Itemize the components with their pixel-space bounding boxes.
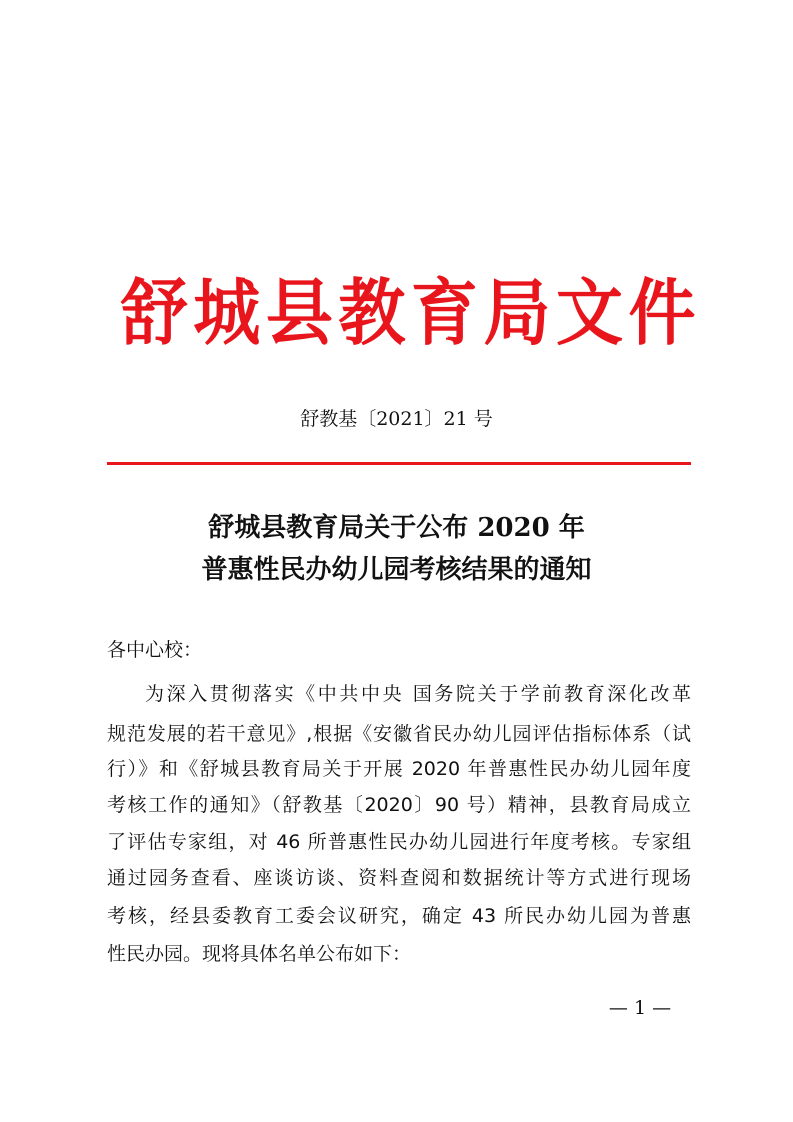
body-line: 为深入贯彻落实《中共中央 国务院关于学前教育深化改革 xyxy=(145,683,691,705)
document-number: 舒教基〔2021〕21 号 xyxy=(300,408,493,430)
body-line: 了评估专家组，对 46 所普惠性民办幼儿园进行年度考核。专家组 xyxy=(107,831,691,853)
notice-title-line-2: 普惠性民办幼儿园考核结果的通知 xyxy=(201,555,592,585)
masthead-title: 舒城县教育局文件 xyxy=(120,270,702,355)
body-line: 规范发展的若干意见》,根据《安徽省民办幼儿园评估指标体系（试 xyxy=(107,723,691,745)
page-number: — 1 — xyxy=(608,997,672,1019)
body-line: 性民办园。现将具体名单公布如下： xyxy=(107,943,412,965)
body-line: 考核，经县委教育工委会议研究，确定 43 所民办幼儿园为普惠 xyxy=(107,905,691,927)
body-line: 考核工作的通知》（舒教基〔2020〕90 号）精神，县教育局成立 xyxy=(107,794,691,816)
red-divider-line xyxy=(107,462,691,465)
body-line: 通过园务查看、座谈访谈、资料查阅和数据统计等方式进行现场 xyxy=(107,867,691,889)
notice-title-line-1: 舒城县教育局关于公布 2020 年 xyxy=(208,513,585,543)
salutation: 各中心校： xyxy=(107,639,203,661)
body-line: 行）》和《舒城县教育局关于开展 2020 年普惠性民办幼儿园年度 xyxy=(107,758,691,780)
